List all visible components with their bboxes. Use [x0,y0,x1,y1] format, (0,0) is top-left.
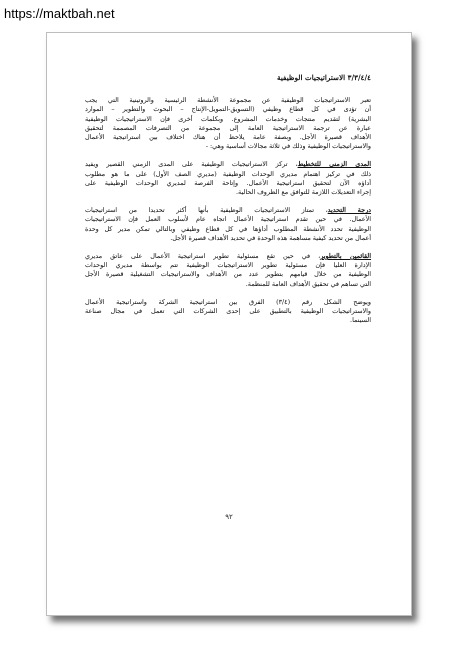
paragraph-specificity [85,206,371,243]
text-line [85,160,371,169]
text-line: عبارة عن ترجمة الاستراتيجية العامة إلى مجموعة من التصرفات المصممة لتحقيق [85,123,371,132]
text-line: ذلك في تركيز اهتمام مديري الوحدات الوظيفية (مديري الصف الأول) على ما هو مطلوب [85,169,371,178]
text-line: أن تؤدى في كل قطاع وظيفي (التسويق-التمويل-الإنتاج – البحوث والتطوير – الموارد [85,105,371,114]
text-line: أداؤه الآن لتحقيق استراتيجية الأعمال. وإتاحة الفرصة لمديري الوحدات الوظيفية على [85,178,371,187]
paragraph-intro [85,96,371,151]
term-developers: القائمين بالتطوير [320,252,372,261]
paragraph-planning-horizon [85,160,371,197]
text-line: الإدارة العليا فإن مسئولية تطوير الاستراتيجيات الوظيفية تتم بواسطة مديري الوحدات [85,261,371,270]
paragraph-developers [85,252,371,289]
document-page [46,32,412,616]
section-heading: ٣/٣/٤/٤ الاستراتيجيات الوظيفية [277,73,371,82]
text-line: السينما. [350,316,371,325]
text-line: الوظيفية تحدد الأنشطة المطلوب أداؤها في كل قطاع وظيفي وبالتالي تمكن مدير كل وحدة [85,224,371,233]
text-line: تعبر الاستراتيجيات الوظيفية عن مجموعة الأنشطة الرئيسية والروتينية التي يجب [85,96,371,105]
text-line: والاستراتيجيات الوظيفية وذلك في ثلاثة مجالات أساسية وهي: - [205,142,371,151]
site-watermark: https://maktbah.net [4,6,115,21]
text-line [85,252,371,261]
text-line: الأعمال. في حين تقدم استراتيجية الأعمال اتجاه عام لأسلوب العمل فإن الاستراتيجيات [85,215,371,224]
text-fragment: ، تمتاز الاستراتيجيات الوظيفية بأنها أكثر تحديدا من استراتيجيات [85,206,328,215]
text-line: التي تساهم في تحقيق الأهداف العامة للمنظمة. [245,279,371,288]
page-content [85,73,371,334]
paragraph-figure-reference [85,298,371,326]
term-specificity: درجة التحديد [327,206,371,215]
text-line: إجراء التعديلات اللازمة للتوافق مع الظروف الحالية. [236,188,371,197]
term-planning-horizon: المدى الزمني للتخطيط [297,160,371,169]
text-fragment: ، تركز الاستراتيجيات الوظيفية على المدى الزمني القصير ويفيد [85,160,298,169]
text-line: أعمال من تحديد كيفية مساهمة هذه الوحدة في تحديد الأهداف قصيرة الأجل. [170,233,371,242]
text-line: الأهداف قصيرة الأجل. وبصفة عامة يلاحظ أن هناك اختلاف بين استراتيجية الأعمال [85,133,371,142]
page-number: ٩٢ [225,513,233,521]
text-line: ويوضح الشكل رقم (٣/٤) الفرق بين استراتيجية الشركة واستراتيجية الأعمال [85,297,372,306]
text-fragment: ، في حين تقع مسئولية تطوير استراتيجية الأعمال على عاتق مديري [85,252,321,261]
text-line: البشرية) لتقديم منتجات وخدمات المشروع. وبكلمات أخرى فإن الاستراتيجيات الوظيفية [85,114,371,123]
text-line: والاستراتيجيات الوظيفية بالتطبيق على إحدى الشركات التي تعمل في مجال صناعة [85,307,371,316]
text-line: الوظيفية من خلال قيامهم بتطوير عدد من الأهداف والاستراتيجيات التشغيلية قصيرة الأجل [85,270,371,279]
